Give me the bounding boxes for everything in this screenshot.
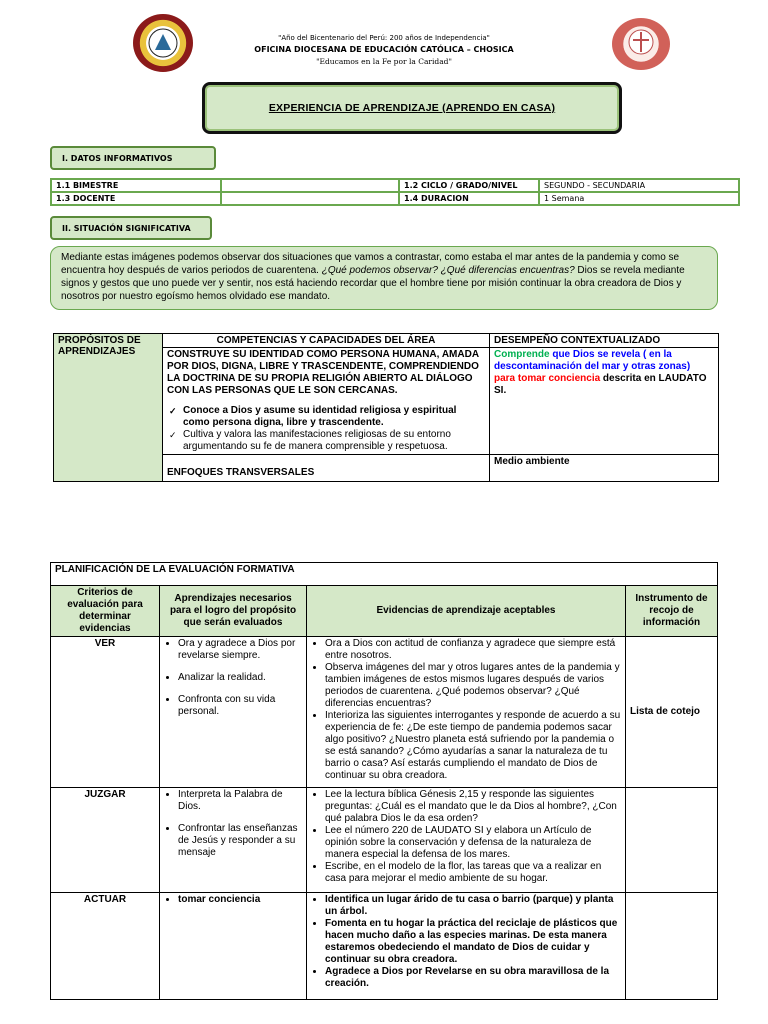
- table-row: [51, 893, 718, 1000]
- table-row: [51, 586, 718, 637]
- evidencias-list: [311, 789, 621, 885]
- propositos-table: [53, 333, 719, 482]
- table-row: [51, 788, 718, 893]
- table-row: [51, 563, 718, 586]
- page-title: EXPERIENCIA DE APRENDIZAJE (APRENDO EN CASA): [268, 102, 556, 114]
- list-item: ✓ Cultiva y valora las manifestaciones religiosas de su entorno argumentando su fe de manera comprensible y respetuosa.: [167, 429, 485, 453]
- col-header-aprendizajes: Aprendizajes necesarios para el logro del propósito que serán evaluados: [160, 586, 307, 637]
- instrumento-cell-empty: [626, 788, 718, 893]
- list-item: • Fomenta en tu hogar la práctica del reciclaje de plásticos que hacen mucho daño a las especies marinas. De esta manera estaremos obedeciendo el mandato de Dios de cuidar y continuar su obra creadora.: [325, 918, 621, 966]
- evidencias-cell: [307, 788, 626, 893]
- list-item: • Agradece a Dios por Revelarse en su obra maravillosa de la creación.: [325, 966, 621, 990]
- col-header-evidencias: Evidencias de aprendizaje aceptables: [307, 586, 626, 637]
- table-row: [51, 192, 739, 205]
- capacidades-list: [167, 405, 485, 453]
- desempeno-black: descrita en LAUDATO SI.: [494, 373, 707, 396]
- evidencias-cell: [307, 637, 626, 788]
- col-header-instrumento: Instrumento de recojo de información: [626, 586, 718, 637]
- competencias-header: COMPETENCIAS Y CAPACIDADES DEL ÁREA: [163, 334, 490, 348]
- medio-ambiente-cell: Medio ambiente: [490, 455, 719, 482]
- desempeno-header: DESEMPEÑO CONTEXTUALIZADO: [490, 334, 719, 348]
- aprendizajes-list: [164, 638, 302, 718]
- situacion-text: Mediante estas imágenes podemos observar dos situaciones que vamos a contrastar, como estaba el mar antes de la pandemia y como se encuentra hoy después de varios periodos de cuarentena.: [61, 252, 680, 276]
- datos-value: SEGUNDO - SECUNDARIA: [539, 179, 739, 192]
- instrumento-cell: Lista de cotejo: [626, 637, 718, 788]
- list-item: • Interpreta la Palabra de Dios.: [178, 789, 302, 813]
- desempeno-red: para tomar conciencia: [494, 373, 601, 384]
- list-item: • Escribe, en el modelo de la flor, las tareas que va a realizar en casa para mejorar el medio ambiente de su hogar.: [325, 861, 621, 885]
- aprendizajes-list: [164, 894, 302, 906]
- situacion-text-2: Dios se revela mediante signos y gestos que uno puede ver y sentir, nos está haciendo recordar que el hombre tiene por misión continuar la obra creadora de Dios y nosotros por nuestro egoísmo hemos olvidado ese mandato.: [61, 265, 685, 302]
- section-situacion-label: II. SITUACIÓN SIGNIFICATIVA: [50, 216, 212, 240]
- datos-label: 1.2 CICLO / GRADO/NIVEL: [399, 179, 539, 192]
- datos-value: 1 Semana: [539, 192, 739, 205]
- col-header-criterios: Criterios de evaluación para determinar evidencias: [51, 586, 160, 637]
- criterio-juzgar: JUZGAR: [51, 788, 160, 893]
- datos-label: 1.1 BIMESTRE: [51, 179, 221, 192]
- list-item: • Confronta con su vida personal.: [178, 694, 302, 718]
- aprendizajes-cell: [160, 788, 307, 893]
- competencias-cell: [163, 348, 490, 455]
- title-box: [202, 82, 622, 134]
- datos-table: [50, 178, 740, 206]
- desempeno-green: Comprende: [494, 349, 550, 360]
- list-item: • tomar conciencia: [178, 894, 302, 906]
- criterio-ver: VER: [51, 637, 160, 788]
- list-item: • Ora a Dios con actitud de confianza y agradece que siempre está entre nosotros.: [325, 638, 621, 662]
- list-item: • Ora y agradece a Dios por revelarse siempre.: [178, 638, 302, 662]
- header-office-name: OFICINA DIOCESANA DE EDUCACIÓN CATÓLICA – CHOSICA: [254, 45, 514, 54]
- evaluacion-title: PLANIFICACIÓN DE LA EVALUACIÓN FORMATIVA: [51, 563, 718, 586]
- list-item: • Interioriza las siguientes interrogantes y responde de acuerdo a su experiencia de fe: ¿De este tiempo de pandemia podemos sacar algo positivo? ¿Nuestro planeta está sufriendo por la pandemia o se está sanando? ¿Cómo ayudarías a sanar la naturaleza de tu barrio o casa? Así estarás cumpliendo el mandato de Dios de continuar su obra creadora.: [325, 710, 621, 782]
- list-item: • Lee el número 220 de LAUDATO SI y elabora un Artículo de opinión sobre la conservación y defensa de la naturaleza de manera especial la defensa de los mares.: [325, 825, 621, 861]
- evaluacion-table: [50, 562, 718, 1000]
- header-slogan: "Educamos en la Fe por la Caridad": [316, 57, 452, 66]
- list-item: • Analizar la realidad.: [178, 672, 302, 684]
- aprendizajes-cell: [160, 893, 307, 1000]
- enfoques-cell: ENFOQUES TRANSVERSALES: [163, 455, 490, 482]
- aprendizajes-cell: [160, 637, 307, 788]
- header-year-motto: "Año del Bicentenario del Perú: 200 años de Independencia": [278, 34, 490, 42]
- list-item: • Lee la lectura bíblica Génesis 2,15 y responde las siguientes preguntas: ¿Cuál es el mandato que le da Dios al hombre?, ¿Con qué palabra Dios le da esa orden?: [325, 789, 621, 825]
- datos-label: 1.3 DOCENTE: [51, 192, 221, 205]
- situacion-questions: ¿Qué podemos observar? ¿Qué diferencias encuentras?: [321, 265, 575, 276]
- list-item: • Observa imágenes del mar y otros lugares antes de la pandemia y tambien imágenes de estos mismos lugares después de varios periodos de cuarentena. ¿Qué podemos observar? ¿Qué diferencias encuentras?: [325, 662, 621, 710]
- situacion-box: [50, 246, 718, 310]
- competencia-text: CONSTRUYE SU IDENTIDAD COMO PERSONA HUMANA, AMADA POR DIOS, DIGNA, LIBRE Y TRASCENDENTE, COMPRENDIENDO LA DOCTRINA DE SU PROPIA RELIGIÓN ABIERTO AL DIÁLOGO CON LAS PERSONAS QUE LE SON CERCANAS.: [167, 349, 479, 396]
- table-row: [51, 637, 718, 788]
- datos-value: [221, 179, 399, 192]
- evidencias-cell: [307, 893, 626, 1000]
- evidencias-list: [311, 894, 621, 990]
- criterio-actuar: ACTUAR: [51, 893, 160, 1000]
- list-item: • Confrontar las enseñanzas de Jesús y responder a su mensaje: [178, 823, 302, 859]
- datos-label: 1.4 DURACION: [399, 192, 539, 205]
- table-row: [54, 334, 719, 348]
- instrumento-cell-empty: [626, 893, 718, 1000]
- datos-value: [221, 192, 399, 205]
- evidencias-list: [311, 638, 621, 782]
- list-item: • Identifica un lugar árido de tu casa o barrio (parque) y planta un árbol.: [325, 894, 621, 918]
- list-item: ✓ Conoce a Dios y asume su identidad religiosa y espiritual como persona digna, libre y trascendente.: [167, 405, 485, 429]
- propositos-header: PROPÓSITOS DE APRENDIZAJES: [54, 334, 163, 482]
- desempeno-blue: que Dios se revela ( en la descontaminación del mar y otras zonas): [494, 349, 691, 372]
- table-row: [51, 179, 739, 192]
- section-datos-label: I. DATOS INFORMATIVOS: [50, 146, 216, 170]
- desempeno-cell: [490, 348, 719, 455]
- aprendizajes-list: [164, 789, 302, 859]
